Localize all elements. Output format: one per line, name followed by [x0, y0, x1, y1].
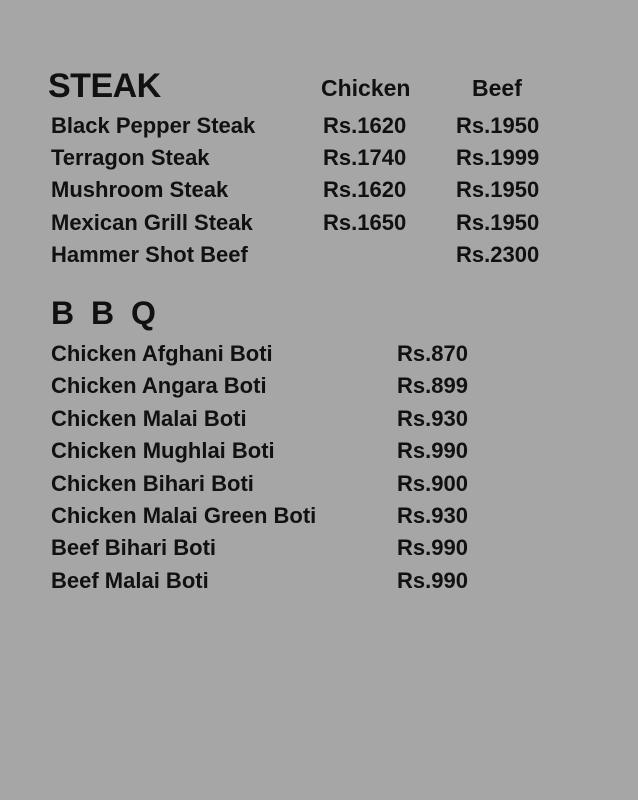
bbq-item-name: Beef Malai Boti: [51, 568, 209, 593]
bbq-item-row: [0, 437, 638, 465]
bbq-item-row: [0, 340, 638, 368]
bbq-item-name: Chicken Malai Green Boti: [51, 503, 317, 528]
bbq-item-row: [0, 470, 638, 498]
bbq-item-price: Rs.990: [397, 568, 468, 593]
steak-item-row: [0, 209, 638, 237]
bbq-item-price: Rs.990: [397, 535, 468, 560]
steak-item-name: Hammer Shot Beef: [51, 242, 248, 267]
bbq-item-price: Rs.899: [397, 373, 468, 398]
bbq-item-price: Rs.870: [397, 341, 468, 366]
beef-column-header: Beef: [472, 75, 522, 101]
steak-beef-price: Rs.1999: [456, 145, 540, 170]
steak-item-name: Mushroom Steak: [51, 177, 229, 202]
steak-chicken-price: Rs.1620: [323, 113, 407, 138]
bbq-item-name: Chicken Angara Boti: [51, 373, 267, 398]
steak-beef-price: Rs.1950: [456, 113, 540, 138]
steak-item-name: Black Pepper Steak: [51, 113, 256, 138]
bbq-item-price: Rs.930: [397, 406, 468, 431]
steak-item-row: [0, 144, 638, 172]
bbq-item-price: Rs.990: [397, 438, 468, 463]
bbq-section-title: B B Q: [51, 295, 160, 331]
bbq-item-row: [0, 502, 638, 530]
steak-item-name: Terragon Steak: [51, 145, 210, 170]
steak-beef-price: Rs.1950: [456, 177, 540, 202]
bbq-item-row: [0, 567, 638, 595]
bbq-item-name: Chicken Malai Boti: [51, 406, 247, 431]
steak-section-title: STEAK: [48, 67, 161, 105]
bbq-item-name: Chicken Mughlai Boti: [51, 438, 275, 463]
bbq-item-name: Chicken Afghani Boti: [51, 341, 273, 366]
steak-chicken-price: Rs.1650: [323, 210, 407, 235]
steak-item-row: [0, 112, 638, 140]
steak-beef-price: Rs.2300: [456, 242, 540, 267]
steak-item-row: [0, 176, 638, 204]
steak-beef-price: Rs.1950: [456, 210, 540, 235]
bbq-item-row: [0, 534, 638, 562]
steak-chicken-price: Rs.1740: [323, 145, 407, 170]
chicken-column-header: Chicken: [321, 75, 411, 101]
bbq-item-price: Rs.900: [397, 471, 468, 496]
steak-item-name: Mexican Grill Steak: [51, 210, 253, 235]
bbq-item-name: Chicken Bihari Boti: [51, 471, 254, 496]
bbq-item-row: [0, 405, 638, 433]
steak-chicken-price: Rs.1620: [323, 177, 407, 202]
bbq-item-row: [0, 372, 638, 400]
steak-item-row: [0, 241, 638, 269]
bbq-item-price: Rs.930: [397, 503, 468, 528]
bbq-item-name: Beef Bihari Boti: [51, 535, 217, 560]
